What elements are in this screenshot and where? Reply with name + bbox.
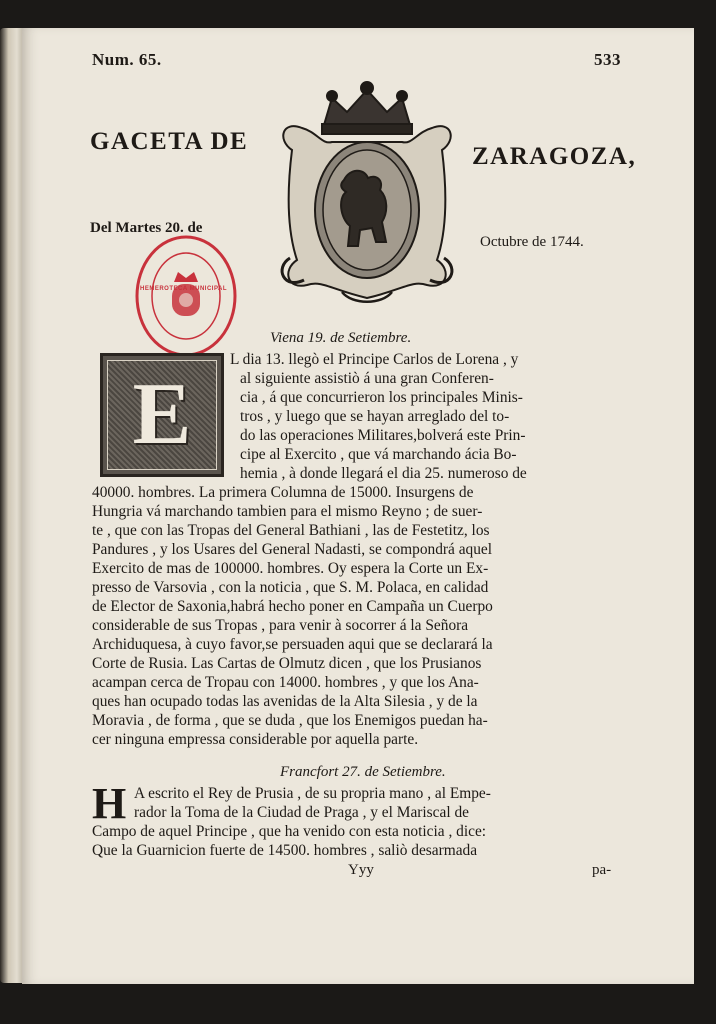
text-line: 40000. hombres. La primera Columna de 15000. Insurgens de [92,484,474,501]
article2-dateline: Francfort 27. de Setiembre. [280,764,446,780]
text-line: de Elector de Saxonia,habrá hecho poner en Campaña un Cuerpo [92,598,493,615]
text-line: te , que con las Tropas del General Bathiani , las de Festetitz, los [92,522,490,539]
text-line: Hungria vá marchando tambien para el mismo Reyno ; de suer- [92,503,483,520]
gazette-page [22,28,694,984]
text-line: cer ninguna empressa considerable por aquella parte. [92,731,419,748]
text-line: do las operaciones Militares,bolverá este Prin- [240,427,526,444]
initial-letter-h: H [92,779,127,828]
text-line: Campo de aquel Principe , que ha venido con esta noticia , dice: [92,823,487,840]
text-line: Exercito de mas de 100000. hombres. Oy espera la Corte un Ex- [92,560,489,577]
library-stamp-text: HEMEROTECA MUNICIPAL [140,286,227,292]
date-right: Octubre de 1744. [480,234,584,250]
date-left: Del Martes 20. de [90,220,203,236]
article1-dateline: Viena 19. de Setiembre. [270,330,412,346]
text-line: rador la Toma de la Ciudad de Praga , y el Mariscal de [134,804,469,821]
text-line: tros , y luego que se hayan arreglado del to- [240,408,510,425]
title-right: ZARAGOZA, [472,143,637,170]
catchword: pa- [592,862,612,878]
coat-of-arms-crest [272,80,462,310]
text-line: cipe al Exercito , que vá marchando ácia Bo- [240,446,517,463]
text-line: ques han ocupado todas las avenidas de la Alta Silesia , y de la [92,693,478,710]
issue-number: Num. 65. [92,50,162,69]
text-line: Moravia , de forma , que se duda , que los Enemigos puedan ha- [92,712,488,729]
text-line: Corte de Rusia. Las Cartas de Olmutz dicen , que los Prusianos [92,655,482,672]
text-line: acampan cerca de Tropau con 14000. hombres , y que los Ana- [92,674,479,691]
text-line: cia , á que concurrieron los principales Minis- [240,389,523,406]
text-line: al siguiente assistiò á una gran Conferen- [240,370,494,387]
text-line: Que la Guarnicion fuerte de 14500. hombres , saliò desarmada [92,842,478,859]
text-line: considerable de sus Tropas , para venir à socorrer á la Señora [92,617,469,634]
page-number: 533 [594,50,621,69]
text-line: A escrito el Rey de Prusia , de su propria mano , al Empe- [134,785,491,802]
text-line: L dia 13. llegò el Principe Carlos de Lorena , y [230,351,519,368]
book-page-edge [0,28,24,983]
signature-mark: Yyy [348,862,374,878]
text-line: Pandures , y los Usares del General Nadasti, se compondrá aquel [92,541,493,558]
text-line: presso de Varsovia , con la noticia , que S. M. Polaca, en calidad [92,579,489,596]
text-line: hemia , à donde llegará el dia 25. numeroso de [240,465,527,482]
library-stamp [134,234,238,358]
text-line: Archiduquesa, à cuyo favor,se persuaden aqui que se declarará la [92,636,493,653]
dropcap-letter: E [132,366,192,463]
decorated-initial-e [100,353,224,477]
title-left: GACETA DE [90,128,249,155]
